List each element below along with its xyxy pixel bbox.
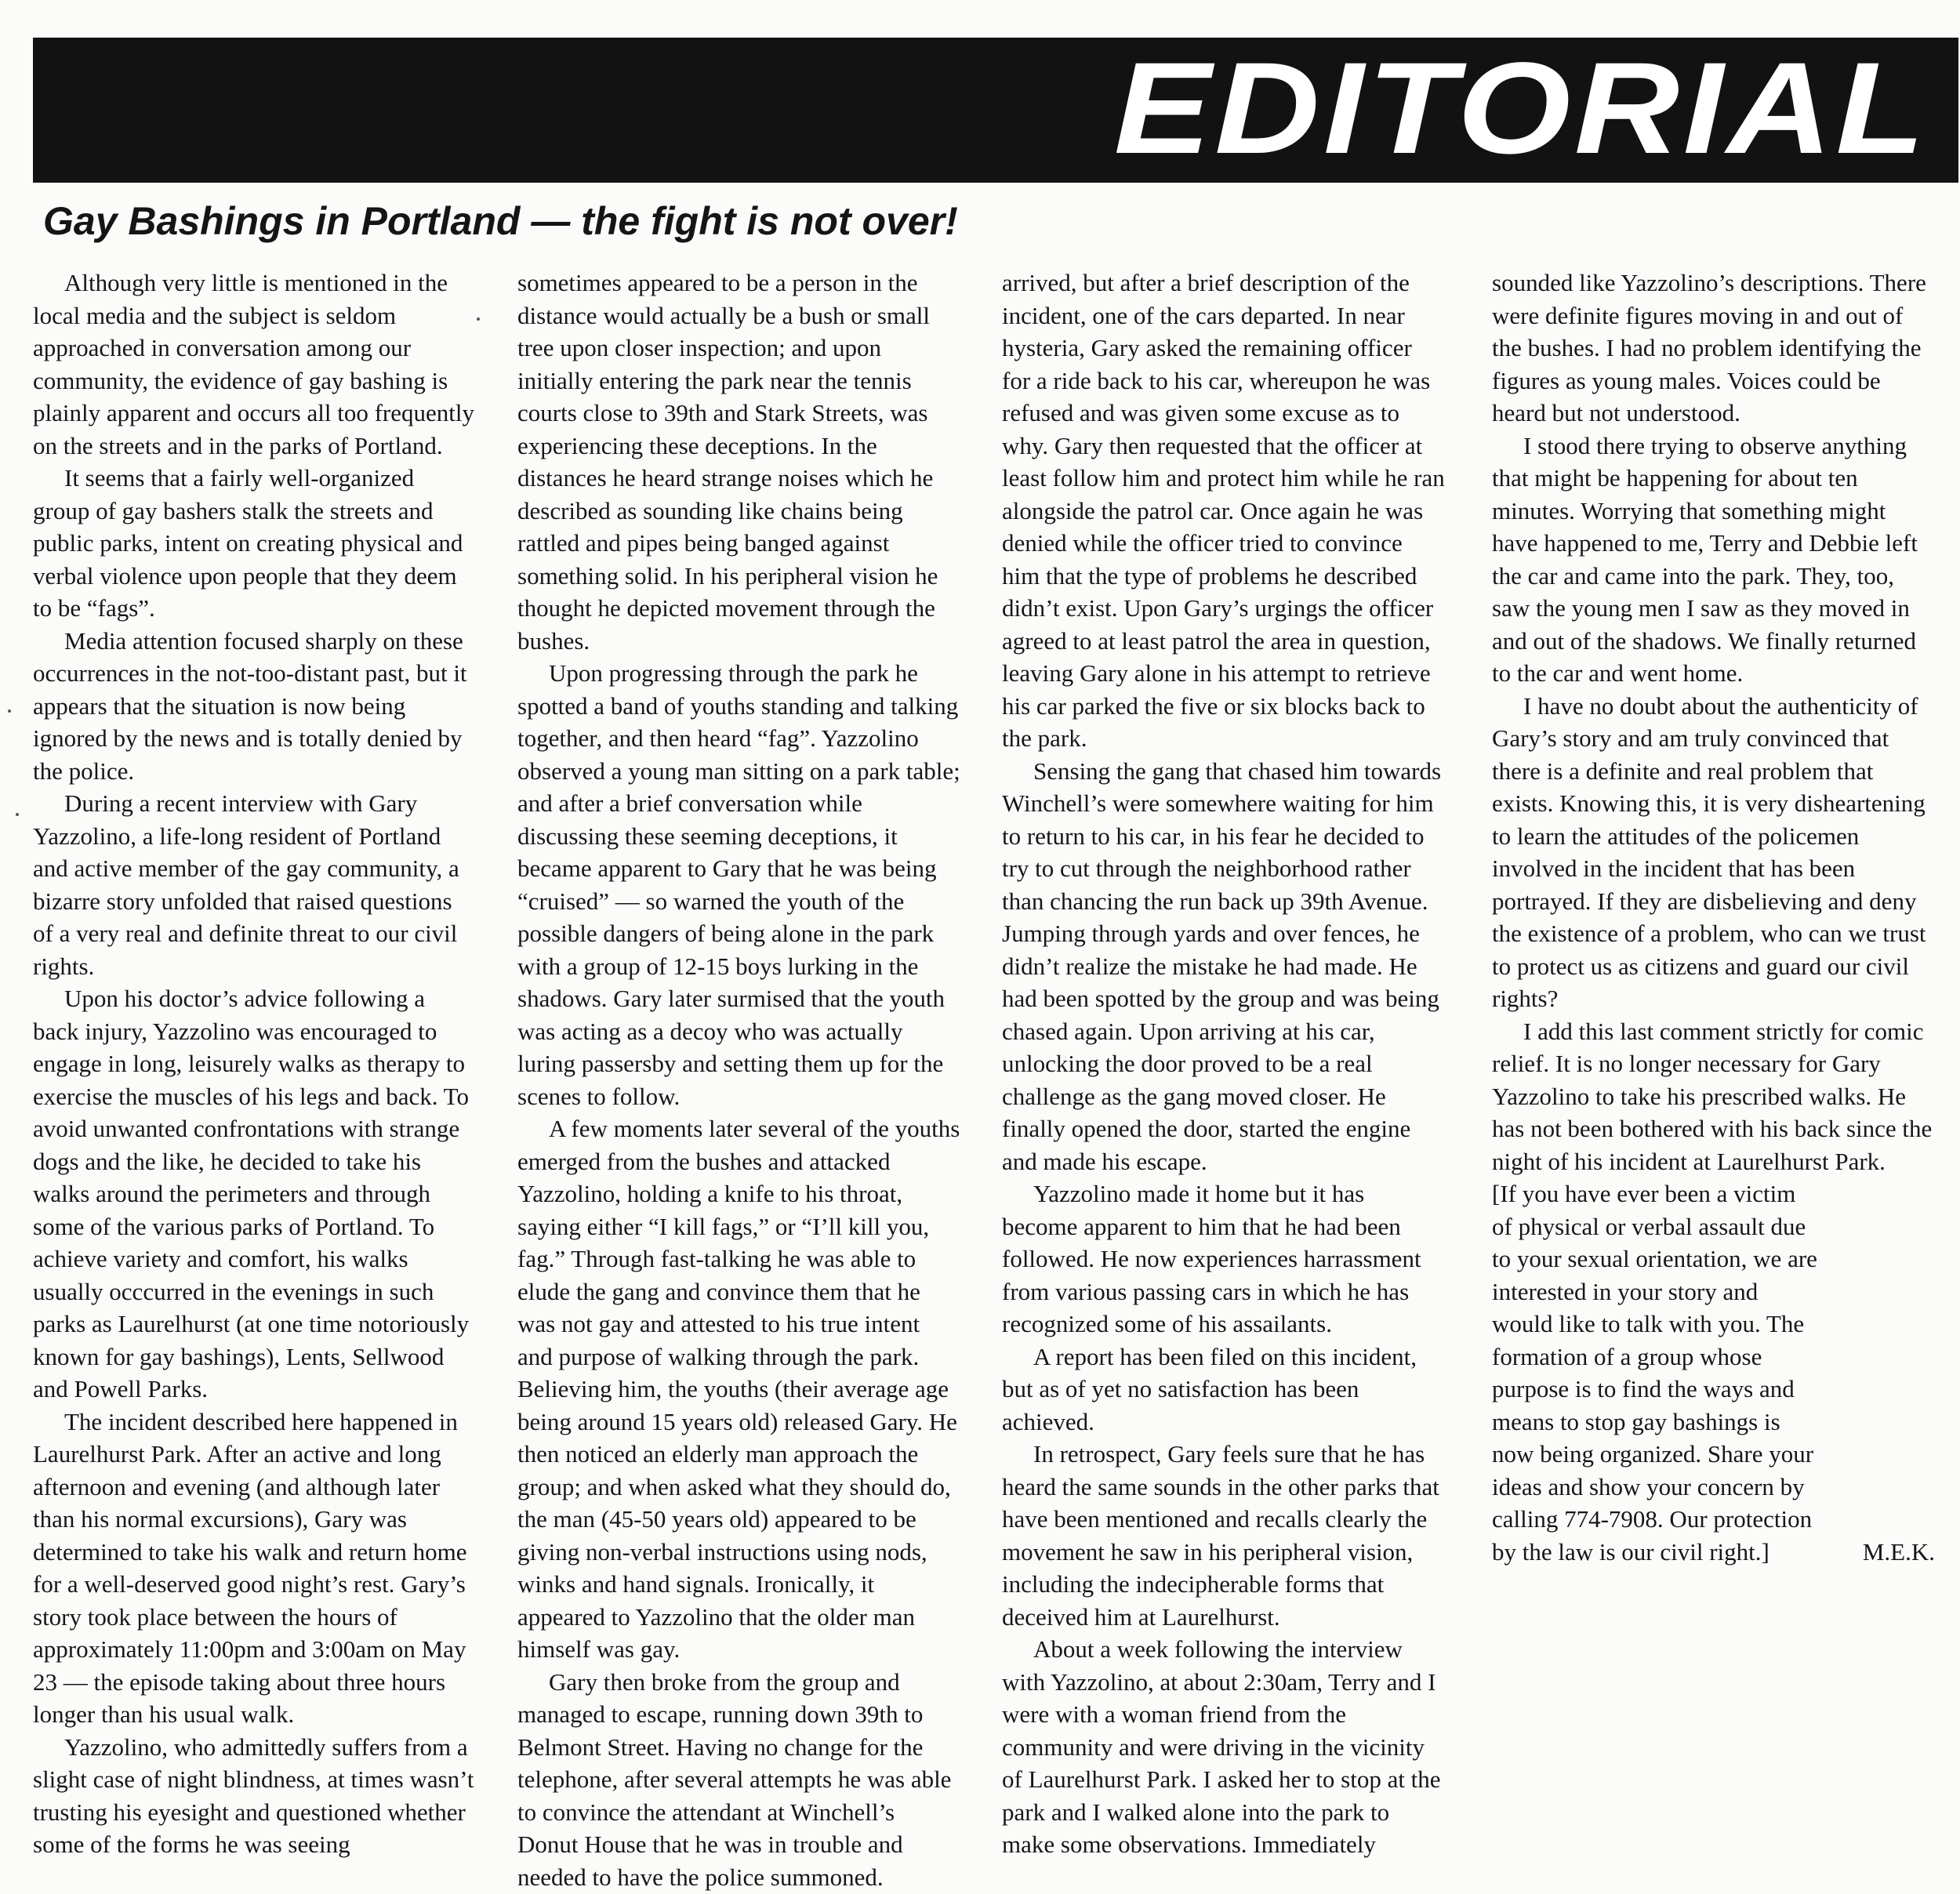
paragraph: A report has been filed on this incident, but as of yet no satisfaction has been achieved. <box>1002 1342 1417 1435</box>
paragraph: Yazzolino made it home but it has become apparent to him that he had been followed. He now experiences harrassment from various passing cars in which he has recognized some of his assailants. <box>1002 1180 1421 1337</box>
paragraph: I add this last comment strictly for comic relief. It is no longer necessary for Gary Yazzolino to take his prescribed walks. He has not been bothered with his back since the night of his incident at Laurelhurst Park. <box>1492 1017 1933 1175</box>
paragraph: I have no doubt about the authenticity of Gary’s story and am truly convinced that there is a definite and real problem that exists. Knowing this, it is very disheartening to learn the attitudes of the policemen involved in the incident that has been portrayed. If they are disbelieving and deny the existence of a problem, who can we trust to protect us as citizens and guard our civil rights? <box>1492 691 1926 1012</box>
editor-note <box>1492 1177 1935 1568</box>
paragraph: It seems that a fairly well-organized group of gay bashers stalk the streets and public parks, intent on creating physical and verbal violence upon people that they deem to be “fags”. <box>33 464 463 622</box>
paragraph: A few moments later several of the youths emerged from the bushes and attacked Yazzolino, holding a knife to his throat, saying either “I kill fags,” or “I’ll kill you, fag.” Through fast-talking he was able to elude the gang and convince them that he was not gay and attested to his true intent and purpose of walking through the park. Believing him, the youths (their average age being around 15 years old) released Gary. He then noticed an elderly man approach the group; and when asked what they should do, the man (45-50 years old) appeared to be giving non-verbal instructions using nods, winks and hand signals. Ironically, it appeared to Yazzolino that the older man himself was gay. <box>517 1115 960 1663</box>
article-headline: Gay Bashings in Portland — the fight is not over! <box>43 199 958 243</box>
article-column-2 <box>517 267 960 1893</box>
paragraph: I stood there trying to observe anything that might be happening for about ten minutes. Worrying that something might have happened to me, Terry and Debbie left the car and came into the park. They, too, saw the young men I saw as they moved in and out of the shadows. We finally returned to the car and went home. <box>1492 431 1918 687</box>
author-signature: M.E.K. <box>1862 1537 1935 1566</box>
paragraph: Sensing the gang that chased him towards Winchell’s were somewhere waiting for him to return to his car, in his fear he decided to try to cut through the neighborhood rather than chancing the run back up 39th Avenue. Jumping through yards and over fences, he didn’t realize the mistake he had made. He had been spotted by the group and was being chased again. Upon arriving at his car, unlocking the door proved to be a real challenge as the gang moved closer. He finally opened the door, started the engine and made his escape. <box>1002 757 1442 1175</box>
paragraph: Upon progressing through the park he spotted a band of youths standing and talking together, and then heard “fag”. Yazzolino observed a young man sitting on a park table; and after a brief conversation while discussing these seeming deceptions, it became apparent to Gary that he was being “cruised” — so warned the youth of the possible dangers of being alone in the park with a group of 12-15 boys lurking in the shadows. Gary later surmised that the youth was acting as a decoy who was actually luring passersby and setting them up for the scenes to follow. <box>517 659 960 1110</box>
paragraph: Gary then broke from the group and managed to escape, running down 39th to Belmont Street. Having no change for the telephone, after several attempts he was able to convince the attendant at Winchell’s Donut House that he was in trouble and needed to have the police summoned. <box>517 1667 952 1891</box>
banner-title: EDITORIAL <box>1114 36 1929 181</box>
paragraph: sounded like Yazzolino’s descriptions. There were definite figures moving in and out of the bushes. I had no problem identifying the figures as young males. Voices could be heard but not understood. <box>1492 269 1926 426</box>
scan-speck <box>477 317 480 321</box>
scan-speck <box>16 813 19 816</box>
paragraph: sometimes appeared to be a person in the distance would actually be a bush or small tree upon closer inspection; and upon initially entering the park near the tennis courts close to 39th and Stark Streets, was experiencing these deceptions. In the distances he heard strange noises which he described as sounding like chains being rattled and pipes being banged against something solid. In his peripheral vision he thought he depicted movement through the bushes. <box>517 269 938 655</box>
editor-note-text: [If you have ever been a victim of physical or verbal assault due to your sexual orientation, we are interested in your story and would like to talk with you. The formation of a group whose purpose is to find the ways and means to stop gay bashings is now being organized. Share your ideas and show your concern by calling 774-7908. Our protection by the law is our civil right.] <box>1492 1180 1817 1566</box>
scan-speck <box>8 709 11 713</box>
editorial-banner <box>33 38 1958 183</box>
paragraph: Media attention focused sharply on these occurrences in the not-too-distant past, but it appears that the situation is now being ignored by the news and is totally denied by the police. <box>33 626 467 785</box>
paragraph: Upon his doctor’s advice following a back injury, Yazzolino was encouraged to engage in long, leisurely walks as therapy to exercise the muscles of his legs and back. To avoid unwanted confrontations with strange dogs and the like, he decided to take his walks around the perimeters and through some of the various parks of Portland. To achieve variety and comfort, his walks usually occcurred in the evenings in such parks as Laurelhurst (at one time notoriously known for gay bashings), Lents, Sellwood and Powell Parks. <box>33 985 470 1402</box>
paragraph: In retrospect, Gary feels sure that he has heard the same sounds in the other parks that have been mentioned and recalls clearly the movement he saw in his peripheral vision, including the indecipherable forms that deceived him at Laurelhurst. <box>1002 1440 1439 1631</box>
paragraph: The incident described here happened in Laurelhurst Park. After an active and long afternoon and evening (and although later than his normal excursions), Gary was determined to take his walk and return home for a well-deserved good night’s rest. Gary’s story took place between the hours of approximately 11:00pm and 3:00am on May 23 — the episode taking about three hours longer than his usual walk. <box>33 1407 467 1728</box>
article-column-4 <box>1492 267 1935 1568</box>
paragraph: Yazzolino, who admittedly suffers from a slight case of night blindness, at times wasn’t trusting his eyesight and questioned whether some of the forms he was seeing <box>33 1733 474 1858</box>
paragraph: During a recent interview with Gary Yazzolino, a life-long resident of Portland and active member of the gay community, a bizarre story unfolded that raised questions of a very real and definite threat to our civil rights. <box>33 789 459 980</box>
article-column-1 <box>33 267 476 1861</box>
paragraph: Although very little is mentioned in the local media and the subject is seldom approached in conversation among our community, the evidence of gay bashing is plainly apparent and occurs all too frequently on the streets and in the parks of Portland. <box>33 269 474 459</box>
paragraph: About a week following the interview with Yazzolino, at about 2:30am, Terry and I were with a woman friend from the community and were driving in the vicinity of Laurelhurst Park. I asked her to stop at the park and I walked alone into the park to make some observations. Immediately <box>1002 1635 1441 1858</box>
article-column-3 <box>1002 267 1445 1861</box>
paragraph: arrived, but after a brief description of the incident, one of the cars departed. In near hysteria, Gary asked the remaining officer for a ride back to his car, whereupon he was refused and was given some excuse as to why. Gary then requested that the officer at least follow him and protect him while he ran alongside the patrol car. Once again he was denied while the officer tried to convince him that the type of problems he described didn’t exist. Upon Gary’s urgings the officer agreed to at least patrol the area in question, leaving Gary alone in his attempt to retrieve his car parked the five or six blocks back to the park. <box>1002 269 1445 752</box>
